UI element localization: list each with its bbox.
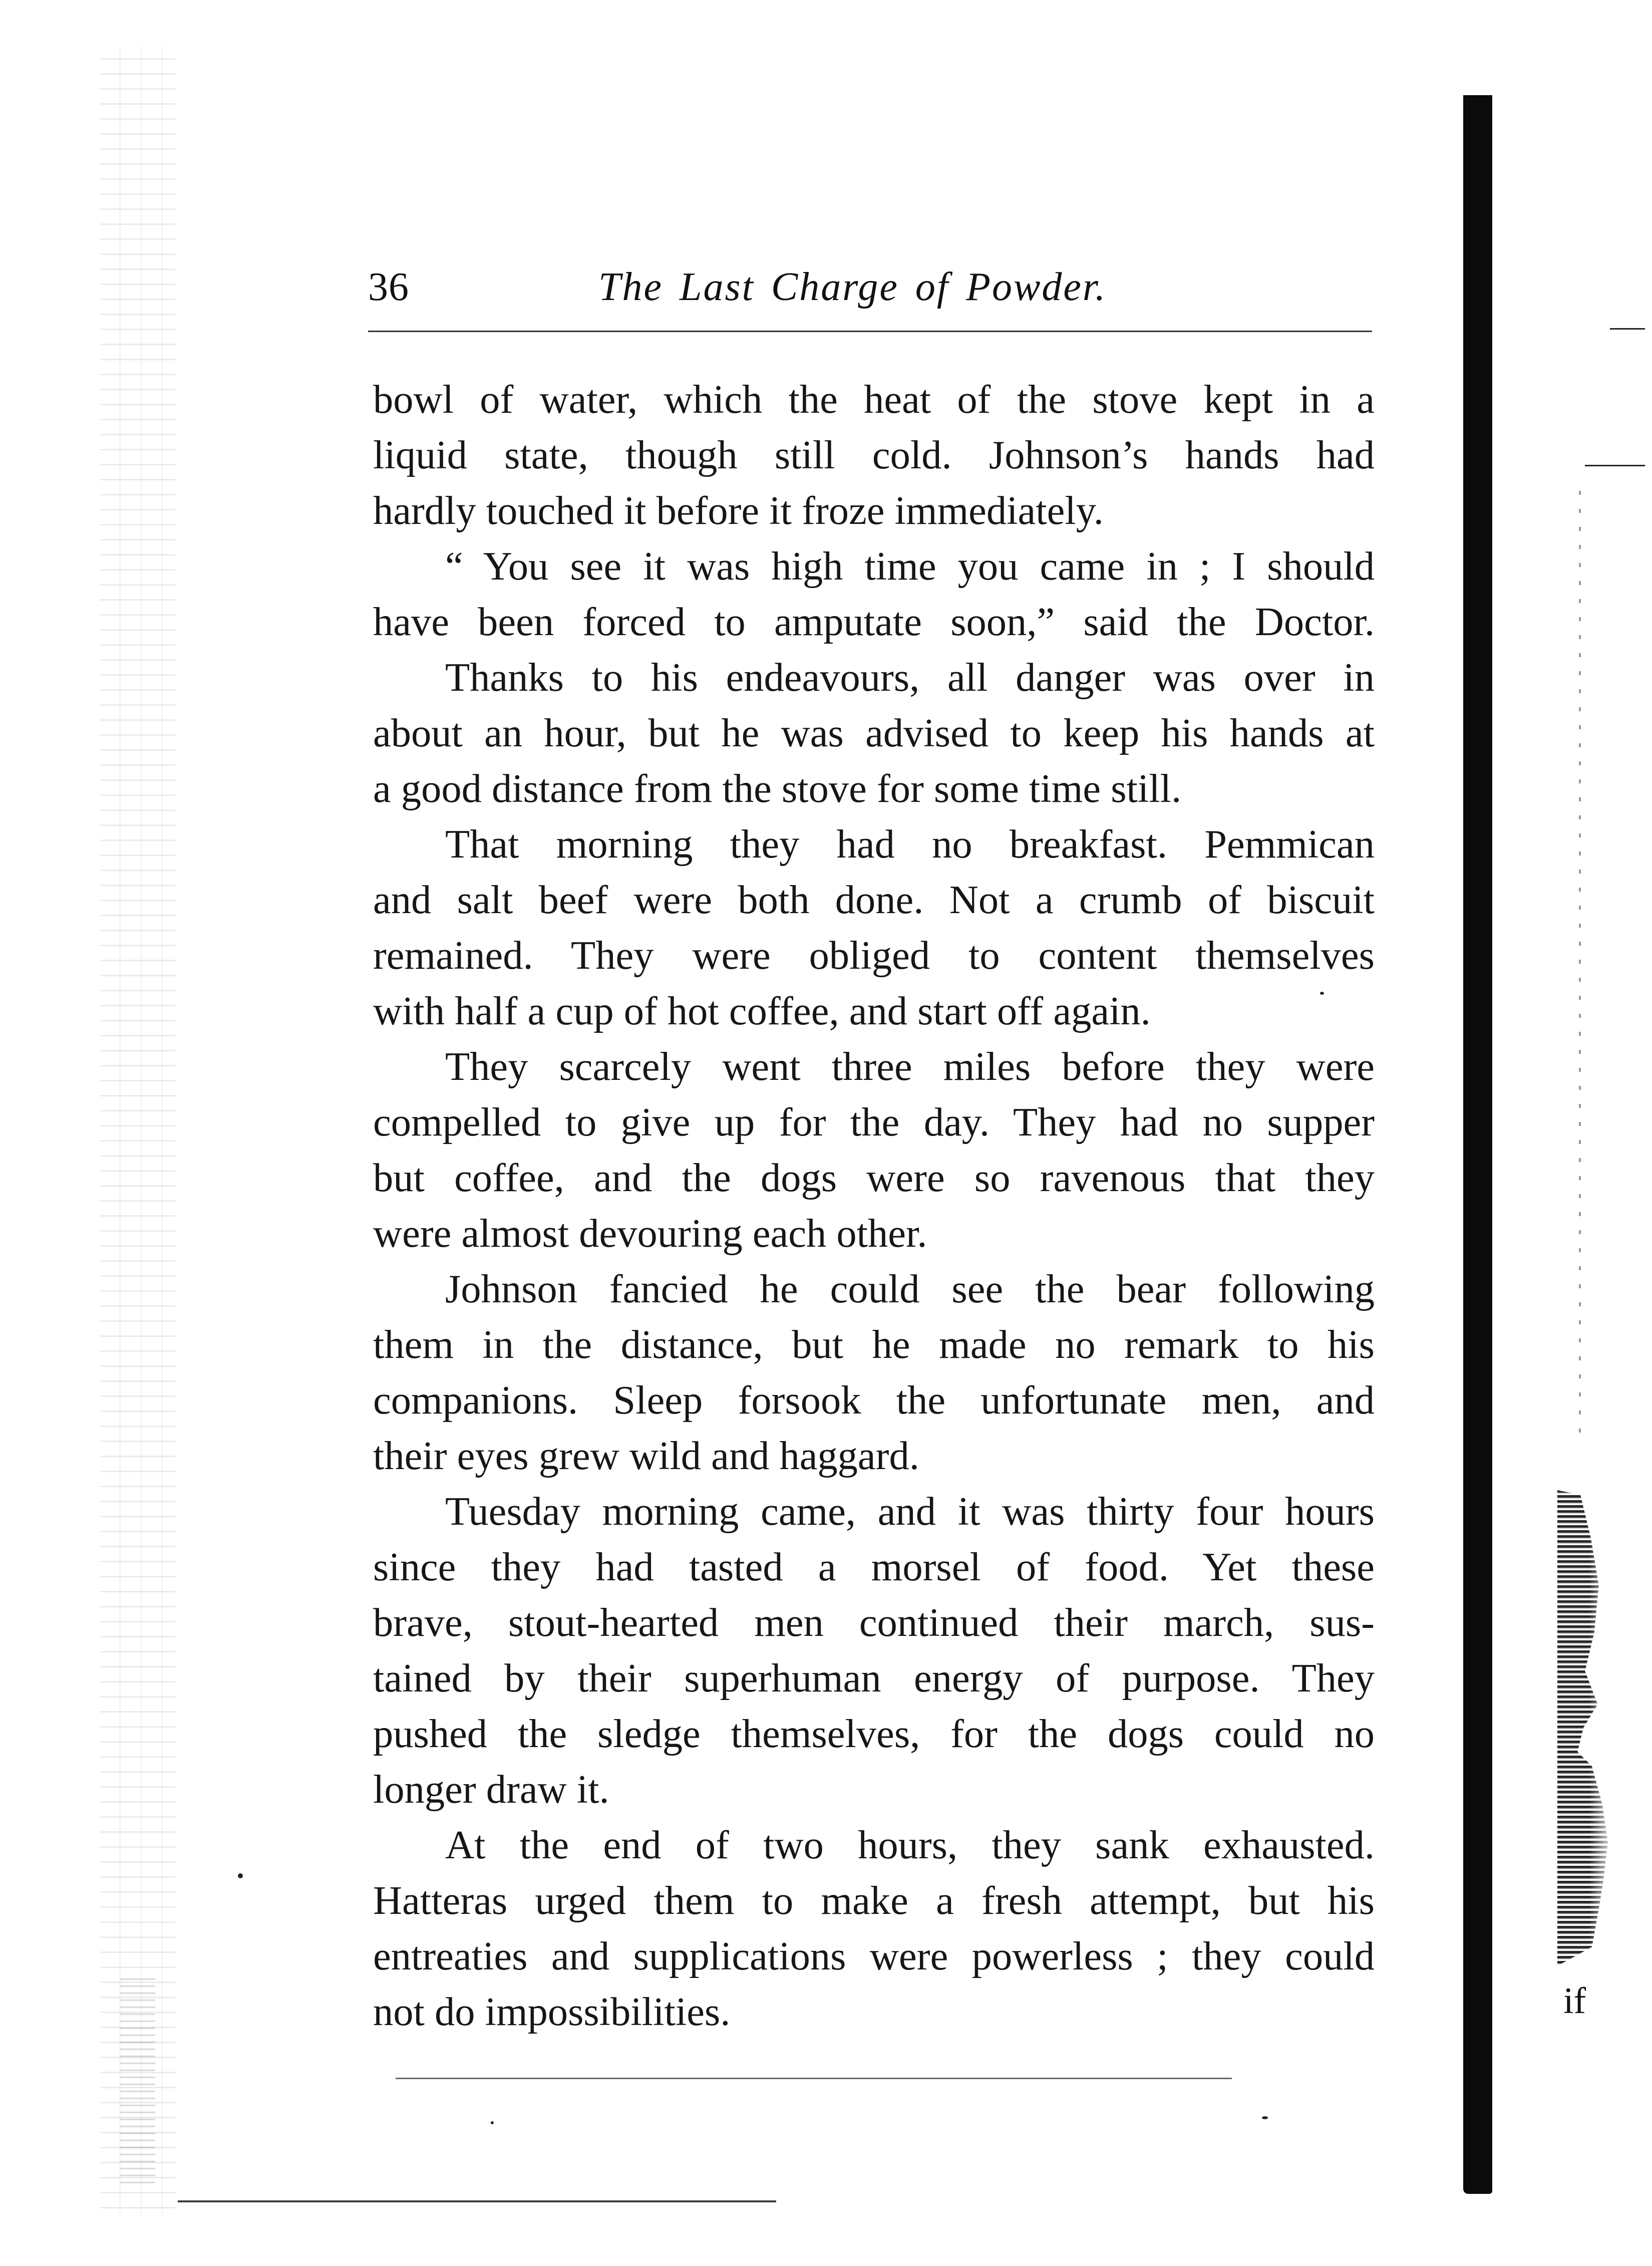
text-line: since they had tasted a morsel of food. Yet these <box>373 1545 1375 1589</box>
text-line: companions. Sleep forsook the unfortunate men, and <box>373 1378 1375 1423</box>
paragraph <box>373 1484 1375 1817</box>
text-line: were almost devouring each other. <box>373 1211 927 1256</box>
text-line: entreaties and supplications were powerless ; they could <box>373 1934 1375 1978</box>
text-line: tained by their superhuman energy of purpose. They <box>373 1656 1375 1701</box>
paragraph <box>373 372 1375 538</box>
paragraph <box>373 538 1375 650</box>
text-line: Johnson fancied he could see the bear following <box>445 1267 1375 1311</box>
text-line: them in the distance, but he made no remark to his <box>373 1322 1375 1367</box>
header-rule <box>368 331 1372 332</box>
margin-rule <box>1610 328 1645 330</box>
text-line: not do impossibilities. <box>373 1990 731 2034</box>
scan-spine-shadow <box>1463 95 1492 2194</box>
text-line: brave, stout-hearted men continued their march, sus- <box>373 1600 1375 1645</box>
paragraph <box>373 1039 1375 1261</box>
text-line: about an hour, but he was advised to keep his hands at <box>373 711 1375 755</box>
running-head: The Last Charge of Powder. <box>598 265 1107 309</box>
scan-edge-noise <box>100 45 175 2214</box>
page-number: 36 <box>368 265 409 309</box>
scan-speck <box>238 1873 243 1878</box>
paragraph <box>373 1261 1375 1484</box>
text-line: but coffee, and the dogs were so ravenous that they <box>373 1156 1375 1200</box>
text-line: That morning they had no breakfast. Pemmican <box>445 822 1375 867</box>
scan-speck <box>491 2121 494 2124</box>
text-line: a good distance from the stove for some time still. <box>373 766 1182 811</box>
text-line: with half a cup of hot coffee, and start off again. <box>373 989 1151 1033</box>
footer-rule <box>396 2078 1232 2079</box>
text-line: remained. They were obliged to content themselves <box>373 933 1375 978</box>
paragraph <box>373 650 1375 816</box>
text-line: longer draw it. <box>373 1767 609 1812</box>
text-line: They scarcely went three miles before they were <box>445 1044 1375 1089</box>
scan-edge-noise-lower <box>120 1978 155 2189</box>
text-line: their eyes grew wild and haggard. <box>373 1434 919 1478</box>
text-line: “ You see it was high time you came in ; I should <box>445 544 1375 589</box>
margin-rule <box>1585 465 1645 466</box>
margin-dots <box>1579 491 1581 1443</box>
text-line: pushed the sledge themselves, for the dogs could no <box>373 1712 1375 1756</box>
paragraph <box>373 1817 1375 2040</box>
body-text <box>373 372 1375 2040</box>
text-line: compelled to give up for the day. They had no supper <box>373 1100 1375 1145</box>
paragraph <box>373 816 1375 1039</box>
text-line: and salt beef were both done. Not a crumb of biscuit <box>373 878 1375 922</box>
text-line: liquid state, though still cold. Johnson’s hands had <box>373 433 1375 477</box>
text-line: Tuesday morning came, and it was thirty four hours <box>445 1489 1375 1534</box>
scan-bottom-rule <box>178 2200 776 2202</box>
margin-fragment: if <box>1563 1980 1586 2022</box>
text-line: At the end of two hours, they sank exhausted. <box>445 1823 1375 1867</box>
margin-print-bleed <box>1557 1490 1615 1966</box>
text-line: Hatteras urged them to make a fresh attempt, but his <box>373 1878 1375 1923</box>
scan-speck <box>1262 2116 1268 2119</box>
text-line: Thanks to his endeavours, all danger was over in <box>445 655 1375 700</box>
text-line: have been forced to amputate soon,” said the Doctor. <box>373 600 1375 644</box>
scan-speck <box>1320 992 1324 995</box>
text-line: bowl of water, which the heat of the stove kept in a <box>373 377 1375 422</box>
text-line: hardly touched it before it froze immediately. <box>373 488 1104 533</box>
